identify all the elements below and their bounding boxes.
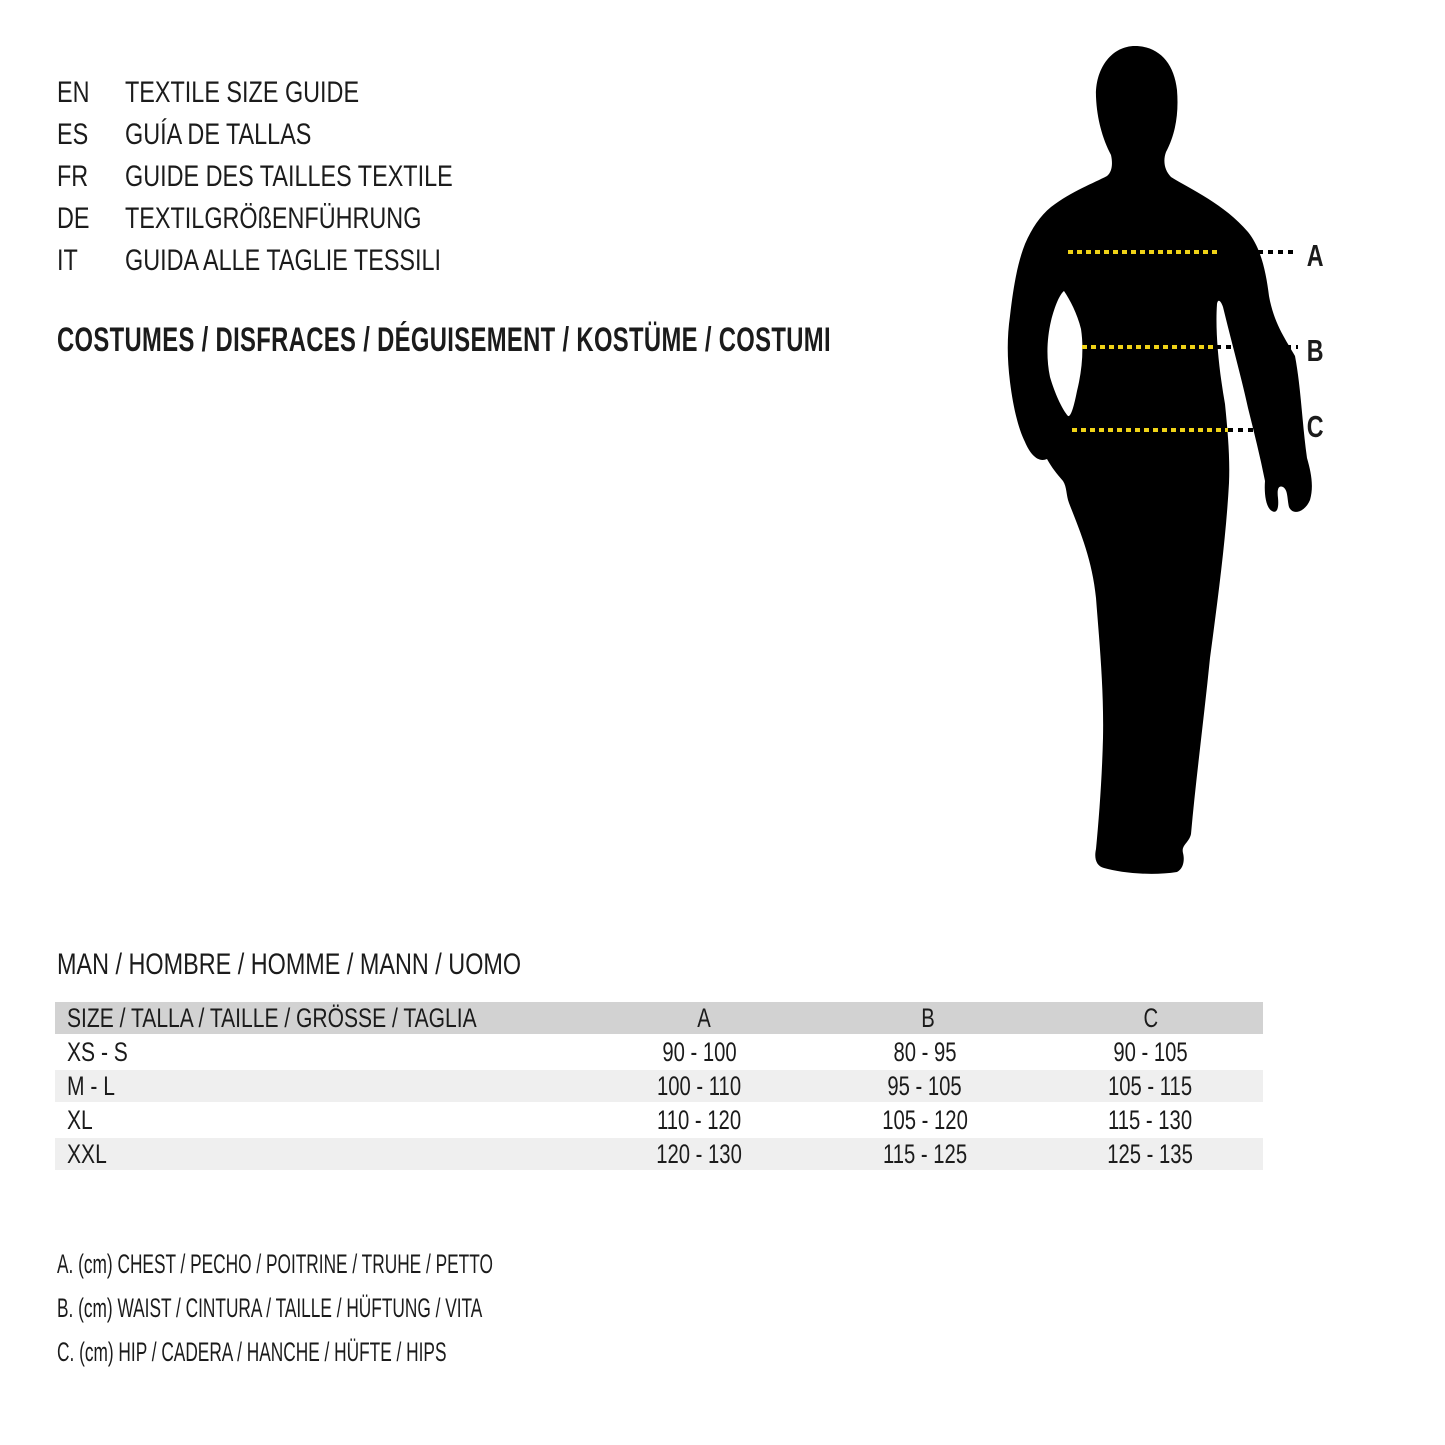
cell-b: 115 - 125 [882,1138,967,1169]
section-title-man: MAN / HOMBRE / HOMME / MANN / UOMO [57,948,522,981]
cell-b: 80 - 95 [893,1036,957,1067]
language-row [57,114,545,156]
measure-label-b: B [1306,333,1324,368]
legend-line-c: C. (cm) HIP / CADERA / HANCHE / HÜFTE / HIPS [57,1336,447,1367]
cell-c: 90 - 105 [1113,1036,1188,1067]
language-row [57,156,545,198]
language-code: DE [57,202,90,235]
silhouette-shape [1008,46,1312,874]
table-row-xs-s [55,1036,1263,1070]
cell-a: 100 - 110 [657,1070,742,1101]
language-row [57,72,545,114]
legend-line-a: A. (cm) CHEST / PECHO / POITRINE / TRUHE / PETTO [57,1248,493,1279]
language-code: EN [57,76,90,109]
cell-a: 90 - 100 [662,1036,737,1067]
measure-label-c: C [1306,409,1324,444]
cell-a: 110 - 120 [657,1104,742,1135]
legend-line-b: B. (cm) WAIST / CINTURA / TAILLE / HÜFTUNG / VITA [57,1292,483,1323]
cell-size: XS - S [67,1036,128,1067]
size-table [55,1002,1263,1172]
table-row-xl [55,1104,1263,1138]
column-header-size: SIZE / TALLA / TAILLE / GRÖSSE / TAGLIA [67,1002,477,1033]
language-code: ES [57,118,89,151]
language-list [57,72,545,282]
table-row-xxl [55,1138,1263,1172]
measure-label-a: A [1306,238,1324,273]
cell-b: 95 - 105 [887,1070,962,1101]
table-header-row [55,1002,1263,1036]
cell-b: 105 - 120 [881,1104,968,1135]
table-row-m-l [55,1070,1263,1104]
cell-c: 115 - 130 [1108,1104,1193,1135]
measurement-figure [980,40,1340,885]
cell-c: 125 - 135 [1107,1138,1194,1169]
column-header-a: A [697,1002,711,1033]
language-title: GUÍA DE TALLAS [125,118,312,151]
language-title: GUIDA ALLE TAGLIE TESSILI [125,244,442,277]
measurement-legend [57,1242,738,1374]
language-row [57,240,545,282]
language-code: IT [57,244,78,277]
language-title: TEXTILGRÖßENFÜHRUNG [125,202,422,235]
cell-size: XL [67,1104,93,1135]
cell-a: 120 - 130 [656,1138,743,1169]
language-title: GUIDE DES TAILLES TEXTILE [125,160,453,193]
language-title: TEXTILE SIZE GUIDE [125,76,360,109]
column-header-b: B [920,1002,935,1033]
category-title: COSTUMES / DISFRACES / DÉGUISEMENT / KOSTÜME / COSTUMI [57,321,831,359]
language-code: FR [57,160,89,193]
man-silhouette [980,40,1340,885]
column-header-c: C [1143,1002,1159,1033]
cell-size: XXL [67,1138,107,1169]
cell-c: 105 - 115 [1108,1070,1193,1101]
language-row [57,198,545,240]
cell-size: M - L [67,1070,115,1101]
